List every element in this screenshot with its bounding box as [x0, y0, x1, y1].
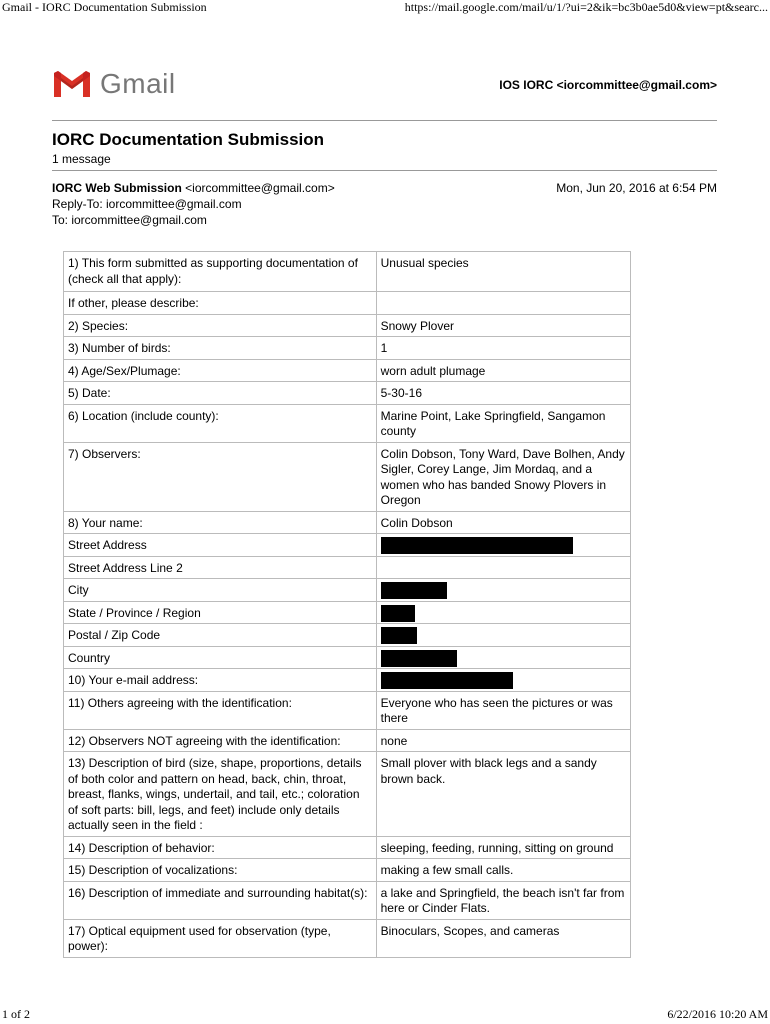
form-row — [64, 252, 631, 292]
form-row — [64, 624, 631, 647]
form-answer: Small plover with black legs and a sandy brown back. — [376, 752, 630, 837]
message-count: 1 message — [52, 152, 111, 166]
redaction-block — [381, 650, 457, 667]
form-question: 16) Description of immediate and surrounding habitat(s): — [64, 881, 377, 919]
form-question: State / Province / Region — [64, 601, 377, 624]
form-answer: Snowy Plover — [376, 314, 630, 337]
page-number: 1 of 2 — [2, 1007, 30, 1021]
form-row — [64, 729, 631, 752]
form-question: Street Address — [64, 534, 377, 557]
submission-form-table — [63, 251, 631, 958]
form-answer — [376, 624, 630, 647]
form-question: 7) Observers: — [64, 442, 377, 511]
form-question: City — [64, 579, 377, 602]
form-row — [64, 556, 631, 579]
form-question: 12) Observers NOT agreeing with the identification: — [64, 729, 377, 752]
form-row — [64, 314, 631, 337]
form-question: 13) Description of bird (size, shape, proportions, details of both color and pattern on head, back, chin, throat, breast, flanks, wings, undertail, and tail, etc.; coloration of soft parts: bill, legs, and feet) include only details actually seen in the field : — [64, 752, 377, 837]
gmail-logo — [52, 68, 176, 100]
redaction-block — [381, 582, 447, 599]
form-question: 2) Species: — [64, 314, 377, 337]
redaction-block — [381, 627, 417, 644]
form-answer: a lake and Springfield, the beach isn't far from here or Cinder Flats. — [376, 881, 630, 919]
form-answer — [376, 579, 630, 602]
form-row — [64, 442, 631, 511]
form-answer: Marine Point, Lake Springfield, Sangamon county — [376, 404, 630, 442]
gmail-wordmark: Gmail — [100, 68, 176, 99]
form-answer: 1 — [376, 337, 630, 360]
form-question: 10) Your e-mail address: — [64, 669, 377, 692]
gmail-m-icon — [52, 69, 92, 99]
reply-to: Reply-To: iorcommittee@gmail.com — [52, 197, 242, 211]
form-row — [64, 359, 631, 382]
form-question: If other, please describe: — [64, 292, 377, 315]
form-question: Country — [64, 646, 377, 669]
email-subject: IORC Documentation Submission — [52, 130, 325, 149]
form-row — [64, 337, 631, 360]
form-answer: Unusual species — [376, 252, 630, 292]
form-row — [64, 691, 631, 729]
email-date: Mon, Jun 20, 2016 at 6:54 PM — [556, 181, 717, 195]
form-answer: sleeping, feeding, running, sitting on ground — [376, 836, 630, 859]
form-row — [64, 534, 631, 557]
sender-name: IORC Web Submission — [52, 181, 182, 195]
form-answer: Binoculars, Scopes, and cameras — [376, 919, 630, 957]
form-question: 11) Others agreeing with the identification: — [64, 691, 377, 729]
header-divider — [52, 120, 717, 121]
form-row — [64, 919, 631, 957]
form-answer — [376, 669, 630, 692]
recipient: To: iorcommittee@gmail.com — [52, 213, 207, 227]
form-row — [64, 404, 631, 442]
account-label: IOS IORC <iorcommittee@gmail.com> — [499, 78, 717, 92]
redaction-block — [381, 605, 415, 622]
subject-divider — [52, 170, 717, 171]
form-question: 3) Number of birds: — [64, 337, 377, 360]
form-row — [64, 511, 631, 534]
form-answer: making a few small calls. — [376, 859, 630, 882]
form-answer: Everyone who has seen the pictures or was there — [376, 691, 630, 729]
print-timestamp: 6/22/2016 10:20 AM — [667, 1007, 768, 1021]
form-question: 15) Description of vocalizations: — [64, 859, 377, 882]
sender-line — [52, 181, 335, 195]
form-answer: none — [376, 729, 630, 752]
form-answer — [376, 534, 630, 557]
sender-address: <iorcommittee@gmail.com> — [185, 181, 335, 195]
form-row — [64, 836, 631, 859]
form-answer — [376, 292, 630, 315]
form-question: 5) Date: — [64, 382, 377, 405]
form-row — [64, 669, 631, 692]
form-answer — [376, 601, 630, 624]
form-answer: 5-30-16 — [376, 382, 630, 405]
form-row — [64, 579, 631, 602]
redaction-block — [381, 672, 513, 689]
print-header — [0, 0, 770, 16]
form-question: 17) Optical equipment used for observation (type, power): — [64, 919, 377, 957]
form-row — [64, 601, 631, 624]
form-answer — [376, 556, 630, 579]
form-answer: Colin Dobson — [376, 511, 630, 534]
form-row — [64, 646, 631, 669]
redaction-block — [381, 537, 573, 554]
form-answer: Colin Dobson, Tony Ward, Dave Bolhen, Andy Sigler, Corey Lange, Jim Mordaq, and a women who has banded Snowy Plovers in Oregon — [376, 442, 630, 511]
form-question: Street Address Line 2 — [64, 556, 377, 579]
form-answer — [376, 646, 630, 669]
form-question: 4) Age/Sex/Plumage: — [64, 359, 377, 382]
form-answer: worn adult plumage — [376, 359, 630, 382]
form-row — [64, 382, 631, 405]
print-page-title: Gmail - IORC Documentation Submission — [2, 0, 207, 14]
form-question: 1) This form submitted as supporting documentation of (check all that apply): — [64, 252, 377, 292]
form-row — [64, 859, 631, 882]
form-row — [64, 292, 631, 315]
form-row — [64, 752, 631, 837]
form-question: Postal / Zip Code — [64, 624, 377, 647]
form-row — [64, 881, 631, 919]
form-question: 6) Location (include county): — [64, 404, 377, 442]
form-question: 14) Description of behavior: — [64, 836, 377, 859]
print-url: https://mail.google.com/mail/u/1/?ui=2&ik=bc3b0ae5d0&view=pt&searc... — [404, 0, 768, 14]
form-question: 8) Your name: — [64, 511, 377, 534]
